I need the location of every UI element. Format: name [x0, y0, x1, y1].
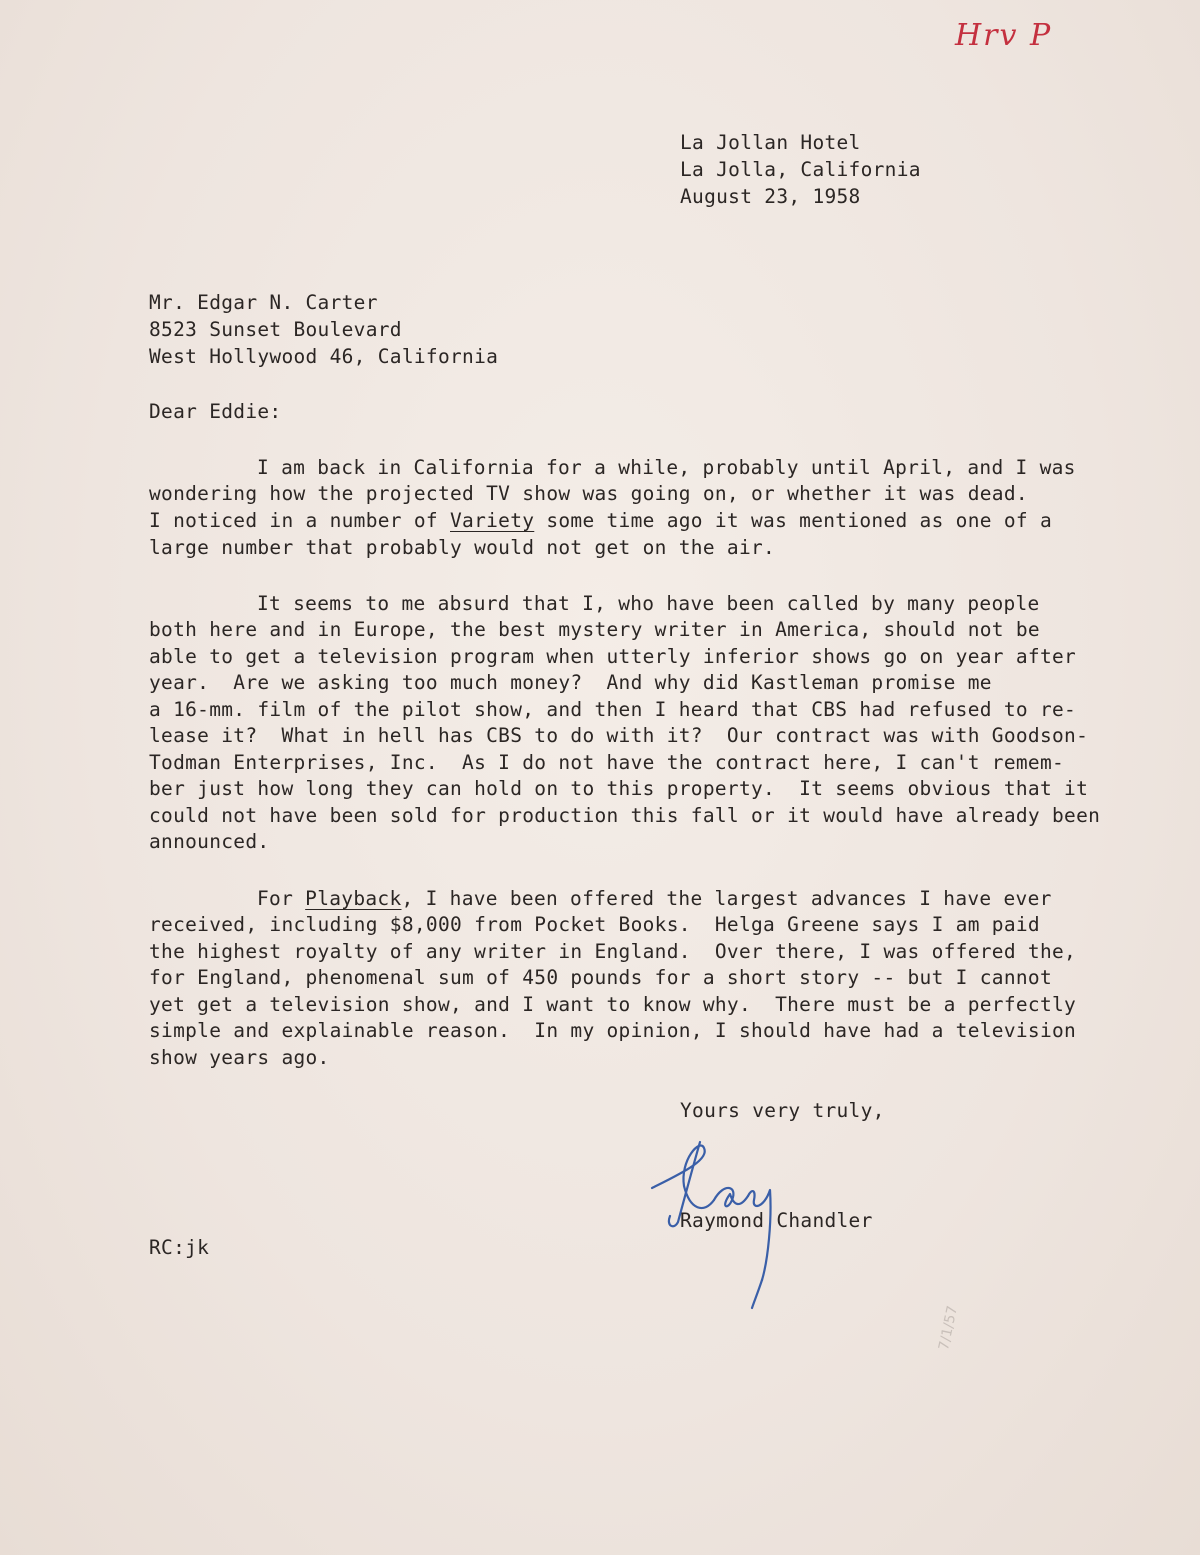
- signature-stroke: [748, 1190, 771, 1280]
- paragraph-1-line-4: large number that probably would not get on the air.: [149, 536, 776, 559]
- signature-stroke: [714, 1188, 748, 1206]
- paragraph-2-line: It seems to me absurd that I, who have been called by many people: [257, 592, 1040, 615]
- signer-name: Raymond Chandler: [680, 1209, 873, 1232]
- text-segment: I noticed in a number of: [149, 509, 450, 532]
- text-segment: some time ago it was mentioned as one of a: [534, 509, 1053, 532]
- paragraph-2-line: a 16-mm. film of the pilot show, and then I heard that CBS had refused to re-: [149, 698, 1077, 721]
- signature-stroke: [752, 1280, 762, 1308]
- paragraph-3-line: the highest royalty of any writer in England. Over there, I was offered the,: [149, 940, 1077, 963]
- hotel-name: La Jollan Hotel: [680, 131, 861, 154]
- recipient-street: 8523 Sunset Boulevard: [149, 318, 402, 341]
- paragraph-2-line: announced.: [149, 830, 270, 853]
- playback-underlined: Playback: [305, 887, 402, 910]
- paragraph-1-line-3: [149, 508, 1052, 535]
- paragraph-2-line: able to get a television program when utterly inferior shows go on year after: [149, 645, 1077, 668]
- variety-underlined: Variety: [450, 509, 535, 532]
- hotel-city: La Jolla, California: [680, 158, 921, 181]
- closing: Yours very truly,: [680, 1099, 885, 1122]
- recipient-city: West Hollywood 46, California: [149, 345, 499, 368]
- paragraph-3-line: yet get a television show, and I want to know why. There must be a perfectly: [149, 993, 1077, 1016]
- letter-date: August 23, 1958: [680, 185, 861, 208]
- paragraph-1-line-1: I am back in California for a while, probably until April, and I was: [257, 456, 1076, 479]
- paragraph-1-line-2: wondering how the projected TV show was going on, or whether it was dead.: [149, 482, 1028, 505]
- paragraph-3-line: show years ago.: [149, 1046, 330, 1069]
- paragraph-2-line: both here and in Europe, the best mystery writer in America, should not be: [149, 618, 1040, 641]
- paragraph-2-line: lease it? What in hell has CBS to do with it? Our contract was with Goodson-: [149, 724, 1089, 747]
- salutation: Dear Eddie:: [149, 400, 282, 423]
- text-segment: For: [257, 887, 306, 910]
- paragraph-2-line: year. Are we asking too much money? And why did Kastleman promise me: [149, 671, 992, 694]
- paragraph-2-line: ber just how long they can hold on to this property. It seems obvious that it: [149, 777, 1089, 800]
- paragraph-3-line-1: [257, 886, 1052, 913]
- signature-stroke: [652, 1146, 714, 1209]
- paragraph-2-line: Todman Enterprises, Inc. As I do not have the contract here, I can't remem-: [149, 751, 1065, 774]
- reference-initials: RC:jk: [149, 1236, 210, 1259]
- paragraph-3-line: received, including $8,000 from Pocket Books. Helga Greene says I am paid: [149, 913, 1040, 936]
- paragraph-3-line: simple and explainable reason. In my opinion, I should have had a television: [149, 1019, 1077, 1042]
- pencil-annotation: Hrv P: [955, 18, 1053, 53]
- paragraph-3-line: for England, phenomenal sum of 450 pounds for a short story -- but I cannot: [149, 966, 1052, 989]
- text-segment: , I have been offered the largest advances I have ever: [401, 887, 1052, 910]
- paragraph-2-line: could not have been sold for production this fall or it would have already been: [149, 804, 1101, 827]
- recipient-name: Mr. Edgar N. Carter: [149, 291, 378, 314]
- faint-pencil-mark: 7/1/57: [936, 1304, 962, 1352]
